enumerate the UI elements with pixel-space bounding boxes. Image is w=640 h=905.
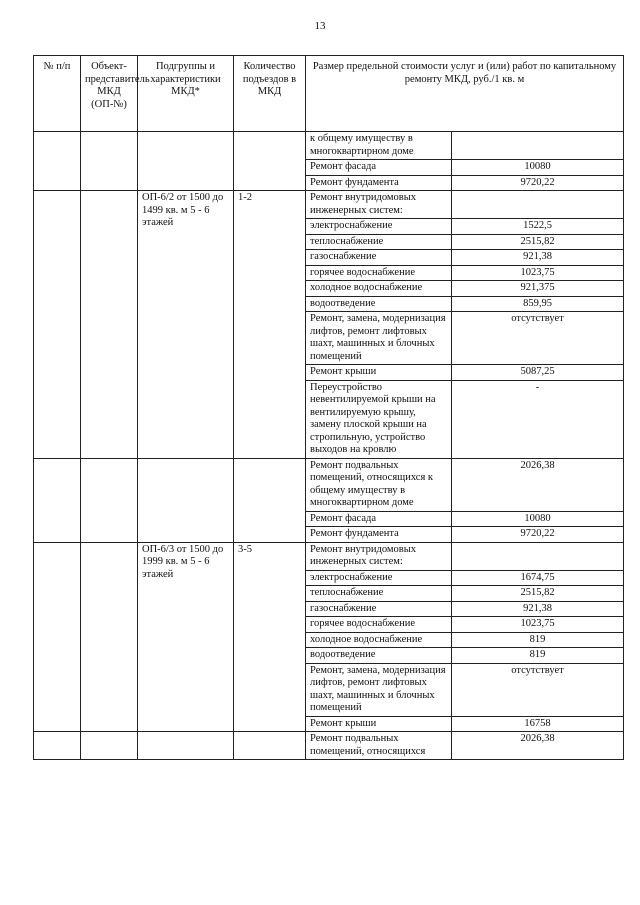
cell-entrances [234,132,306,191]
cell-subgroup [138,458,234,542]
table-body [34,132,624,760]
cell-num [34,542,81,732]
table-header-row [34,56,624,132]
cell-cost: 10080 [452,511,624,527]
cell-work: Ремонт внутридомовых инженерных систем: [306,191,452,219]
cell-work: горячее водоснабжение [306,265,452,281]
cell-cost: 1023,75 [452,617,624,633]
cell-cost: отсутствует [452,312,624,365]
cell-work: Переустройство невентилируемой крыши на вентилируемую крышу, замену плоской крыши на стропильную, устройство выходов на кровлю [306,380,452,458]
cell-cost: 2026,38 [452,732,624,760]
cell-work: электроснабжение [306,570,452,586]
cell-work: Ремонт, замена, модернизация лифтов, ремонт лифтовых шахт, машинных и блочных помещений [306,663,452,716]
cell-work: Ремонт внутридомовых инженерных систем: [306,542,452,570]
cell-work: Ремонт подвальных помещений, относящихся к общему имуществу в многоквартирном доме [306,458,452,511]
cell-entrances: 3-5 [234,542,306,732]
cell-cost: 921,38 [452,250,624,266]
header-cost: Размер предельной стоимости услуг и (или) работ по капитальному ремонту МКД, руб./1 кв. м [306,56,624,132]
cell-entrances [234,732,306,760]
cell-work: Ремонт крыши [306,716,452,732]
cell-work: теплоснабжение [306,234,452,250]
cell-cost: 921,375 [452,281,624,297]
cell-cost: 1674,75 [452,570,624,586]
header-entrances: Количество подъездов в МКД [234,56,306,132]
cell-cost: 5087,25 [452,365,624,381]
table-row [34,732,624,760]
cell-cost: 1522,5 [452,219,624,235]
table-row [34,132,624,160]
header-num: № п/п [34,56,81,132]
cell-work: горячее водоснабжение [306,617,452,633]
cell-work: Ремонт, замена, модернизация лифтов, ремонт лифтовых шахт, машинных и блочных помещений [306,312,452,365]
cell-cost [452,542,624,570]
cell-work: Ремонт фундамента [306,527,452,543]
cell-work: холодное водоснабжение [306,632,452,648]
cell-cost [452,132,624,160]
cell-num [34,458,81,542]
table-row [34,542,624,570]
cell-cost: 819 [452,648,624,664]
cell-cost: 859,95 [452,296,624,312]
cell-entrances [234,458,306,542]
cell-work: газоснабжение [306,601,452,617]
cell-object [81,132,138,191]
cell-work: Ремонт фундамента [306,175,452,191]
cell-subgroup: ОП-6/3 от 1500 до 1999 кв. м 5 - 6 этажей [138,542,234,732]
cell-subgroup [138,732,234,760]
cell-work: электроснабжение [306,219,452,235]
cell-cost: - [452,380,624,458]
cell-work: Ремонт фасада [306,160,452,176]
cell-cost: 921,38 [452,601,624,617]
cell-subgroup: ОП-6/2 от 1500 до 1499 кв. м 5 - 6 этажей [138,191,234,459]
cell-cost: 10080 [452,160,624,176]
table-row [34,191,624,219]
cell-work: водоотведение [306,296,452,312]
cell-work: холодное водоснабжение [306,281,452,297]
header-subgroups: Подгруппы и характеристики МКД* [138,56,234,132]
cost-table [33,55,624,760]
cell-work: к общему имуществу в многоквартирном доме [306,132,452,160]
cell-object [81,732,138,760]
cell-cost: 9720,22 [452,175,624,191]
cell-cost: 1023,75 [452,265,624,281]
cell-num [34,132,81,191]
cell-cost [452,191,624,219]
cell-work: водоотведение [306,648,452,664]
cell-work: Ремонт подвальных помещений, относящихся [306,732,452,760]
cell-subgroup [138,132,234,191]
cell-cost: 2515,82 [452,234,624,250]
cell-cost: 16758 [452,716,624,732]
cell-num [34,732,81,760]
cell-cost: 819 [452,632,624,648]
cell-num [34,191,81,459]
cell-cost: отсутствует [452,663,624,716]
cell-work: Ремонт фасада [306,511,452,527]
table-row [34,458,624,511]
cell-object [81,542,138,732]
cell-cost: 2026,38 [452,458,624,511]
page-number: 13 [314,20,326,32]
cell-work: Ремонт крыши [306,365,452,381]
cell-cost: 2515,82 [452,586,624,602]
cell-object [81,191,138,459]
cell-entrances: 1-2 [234,191,306,459]
cell-work: газоснабжение [306,250,452,266]
cell-work: теплоснабжение [306,586,452,602]
cell-object [81,458,138,542]
header-object: Объект-представитель МКД (ОП-№) [81,56,138,132]
cell-cost: 9720,22 [452,527,624,543]
